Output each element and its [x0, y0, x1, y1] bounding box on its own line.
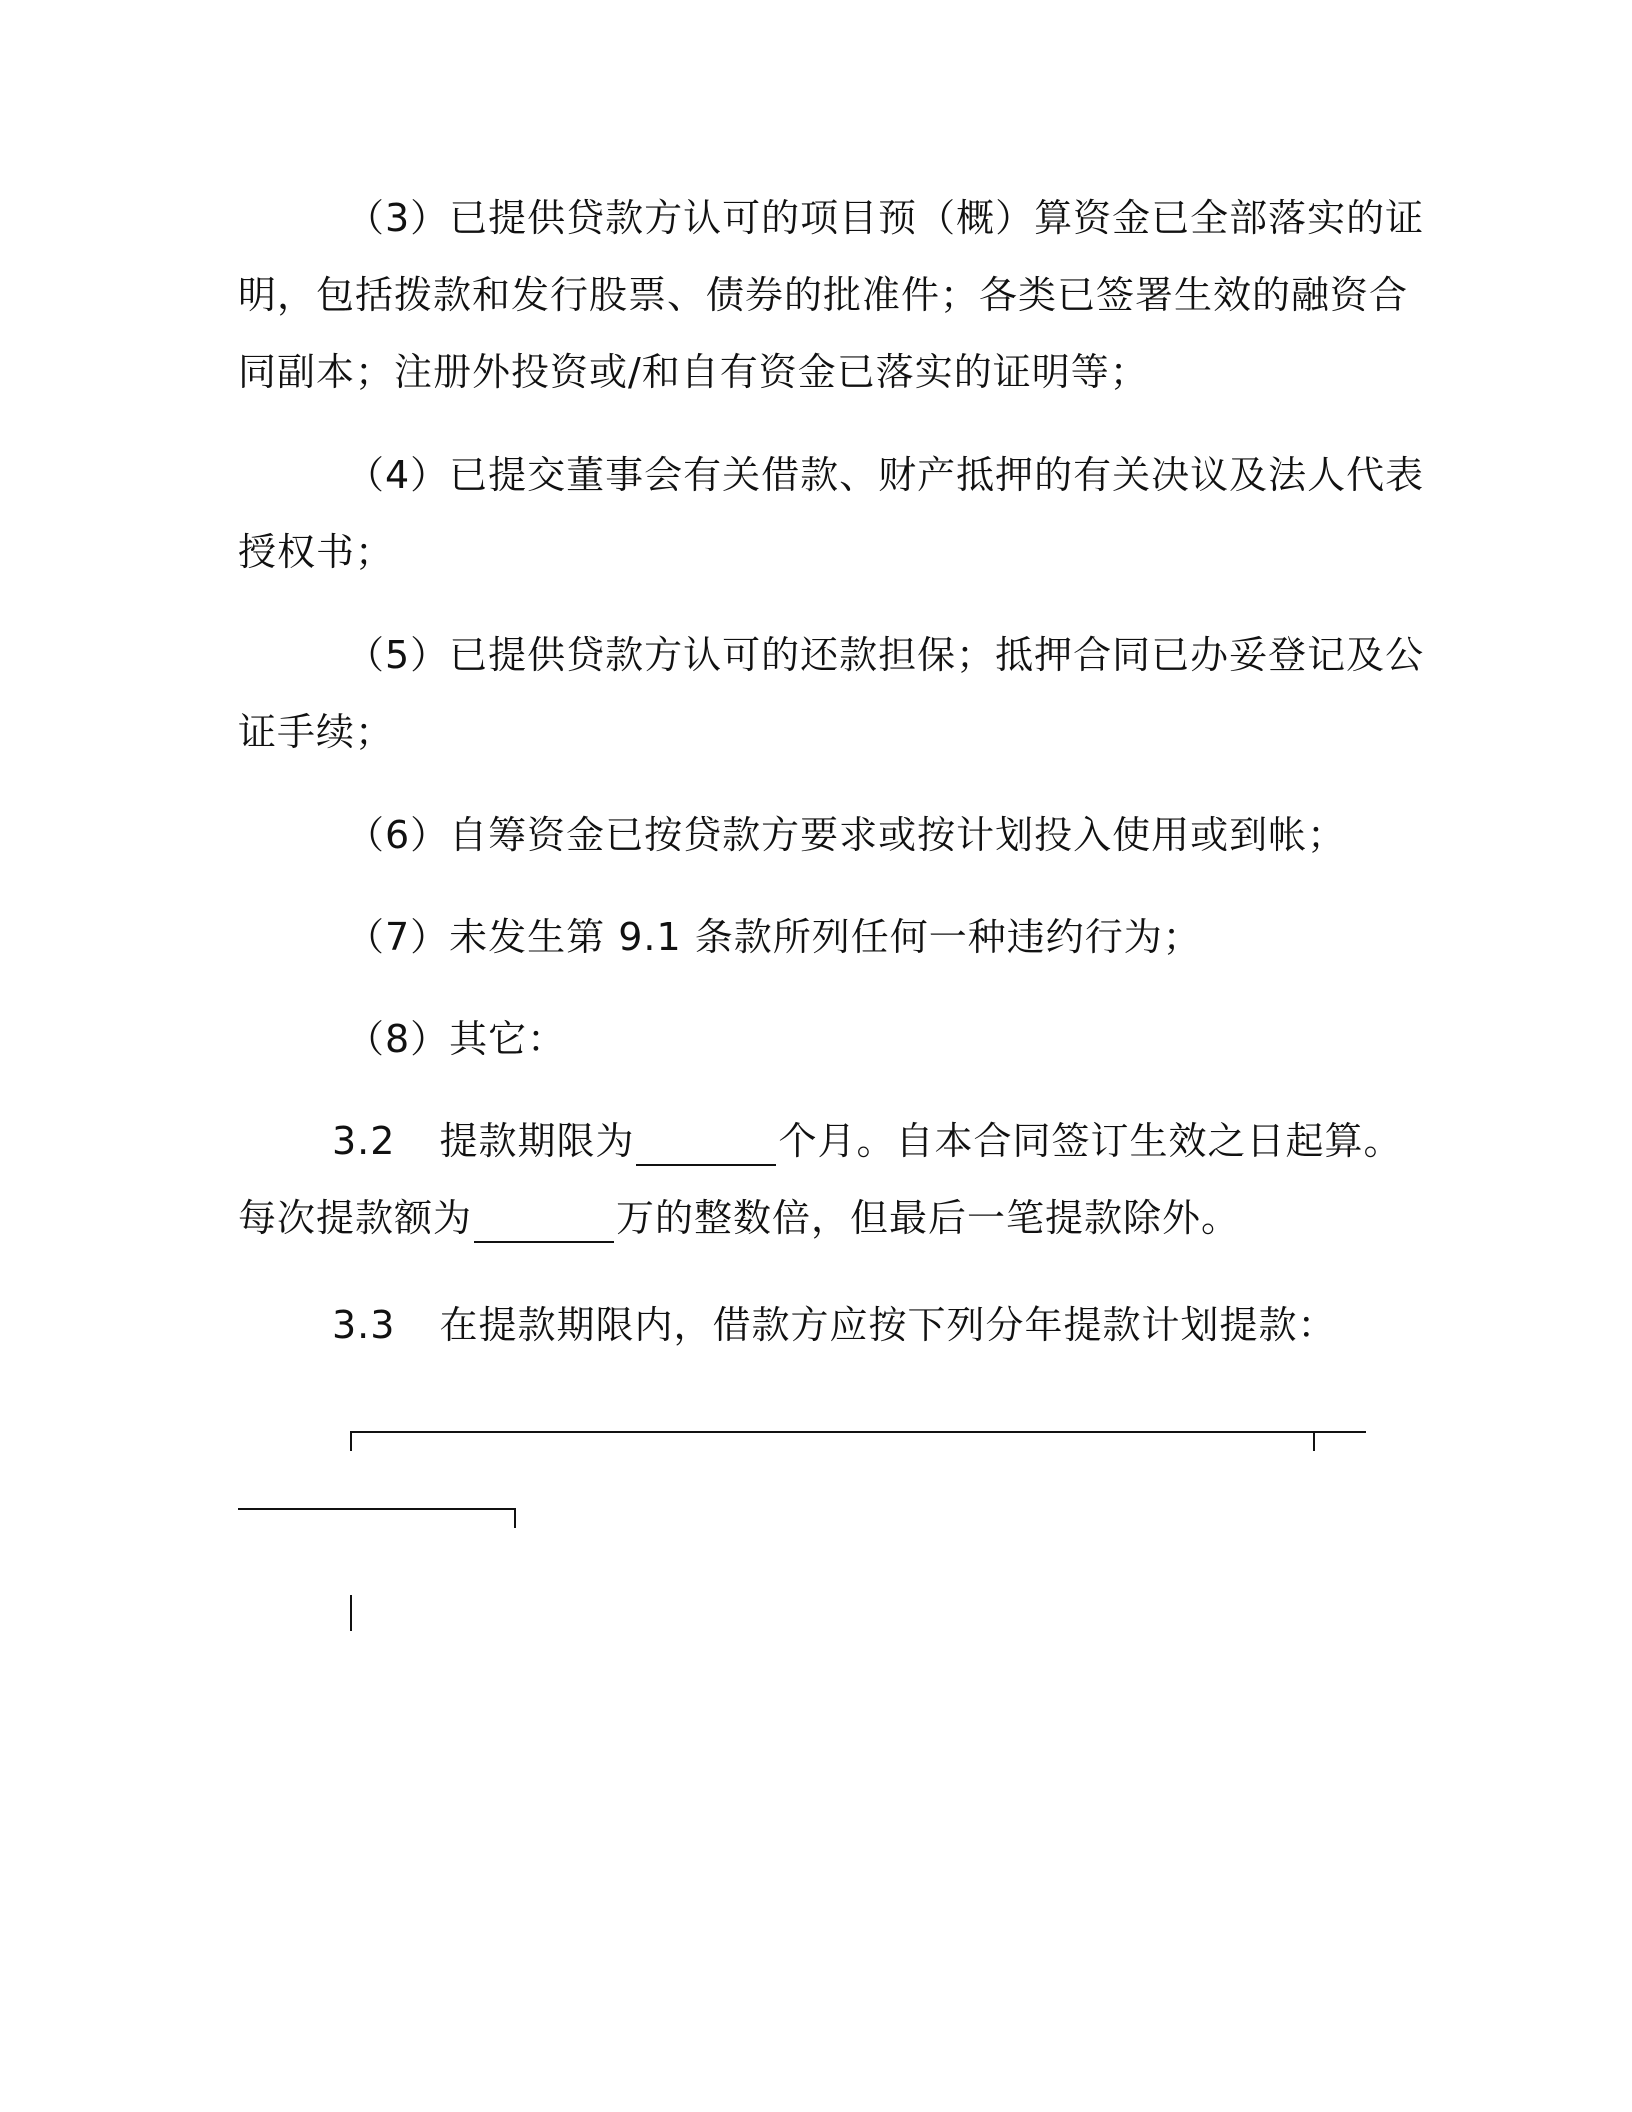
table-second-border	[238, 1508, 516, 1510]
item-3-line-3: 同副本；注册外投资或/和自有资金已落实的证明等；	[238, 350, 1149, 394]
clause-3-2-text-c: 每次提款额为	[238, 1196, 473, 1240]
item-3-line-2: 明，包括拨款和发行股票、债券的批准件；各类已签署生效的融资合	[238, 273, 1409, 317]
clause-3-2-number: 3.2	[332, 1119, 396, 1163]
item-5-line-2: 证手续；	[238, 710, 395, 754]
withdrawal-period-blank[interactable]	[636, 1124, 776, 1166]
clause-3-2-line-2	[238, 1193, 1240, 1243]
clause-3-2-text-b: 个月。自本合同签订生效之日起算。	[778, 1119, 1403, 1163]
item-4-line-2: 授权书；	[238, 530, 395, 574]
clause-3-3-number: 3.3	[332, 1303, 396, 1347]
withdrawal-amount-blank[interactable]	[474, 1201, 614, 1243]
item-8-line-1: （8）其它：	[346, 1017, 567, 1061]
table-top-border	[350, 1431, 1366, 1433]
table-right-tick	[1313, 1431, 1315, 1451]
table-second-tick	[514, 1508, 516, 1528]
item-4-line-1: （4）已提交董事会有关借款、财产抵押的有关决议及法人代表	[346, 453, 1425, 497]
item-7-line-1: （7）未发生第 9.1 条款所列任何一种违约行为；	[346, 915, 1202, 959]
clause-3-2-text-d: 万的整数倍，但最后一笔提款除外。	[616, 1196, 1241, 1240]
table-cell-divider	[350, 1595, 352, 1631]
table-left-tick	[350, 1431, 352, 1451]
clause-3-3-line-1	[332, 1300, 1336, 1350]
clause-3-2-line-1	[332, 1116, 1402, 1166]
item-6-line-1: （6）自筹资金已按贷款方要求或按计划投入使用或到帐；	[346, 813, 1347, 857]
clause-3-3-text: 在提款期限内，借款方应按下列分年提款计划提款：	[439, 1303, 1337, 1347]
item-3-line-1: （3）已提供贷款方认可的项目预（概）算资金已全部落实的证	[346, 196, 1425, 240]
clause-3-2-text-a: 提款期限为	[439, 1119, 635, 1163]
item-5-line-1: （5）已提供贷款方认可的还款担保；抵押合同已办妥登记及公	[346, 633, 1425, 677]
